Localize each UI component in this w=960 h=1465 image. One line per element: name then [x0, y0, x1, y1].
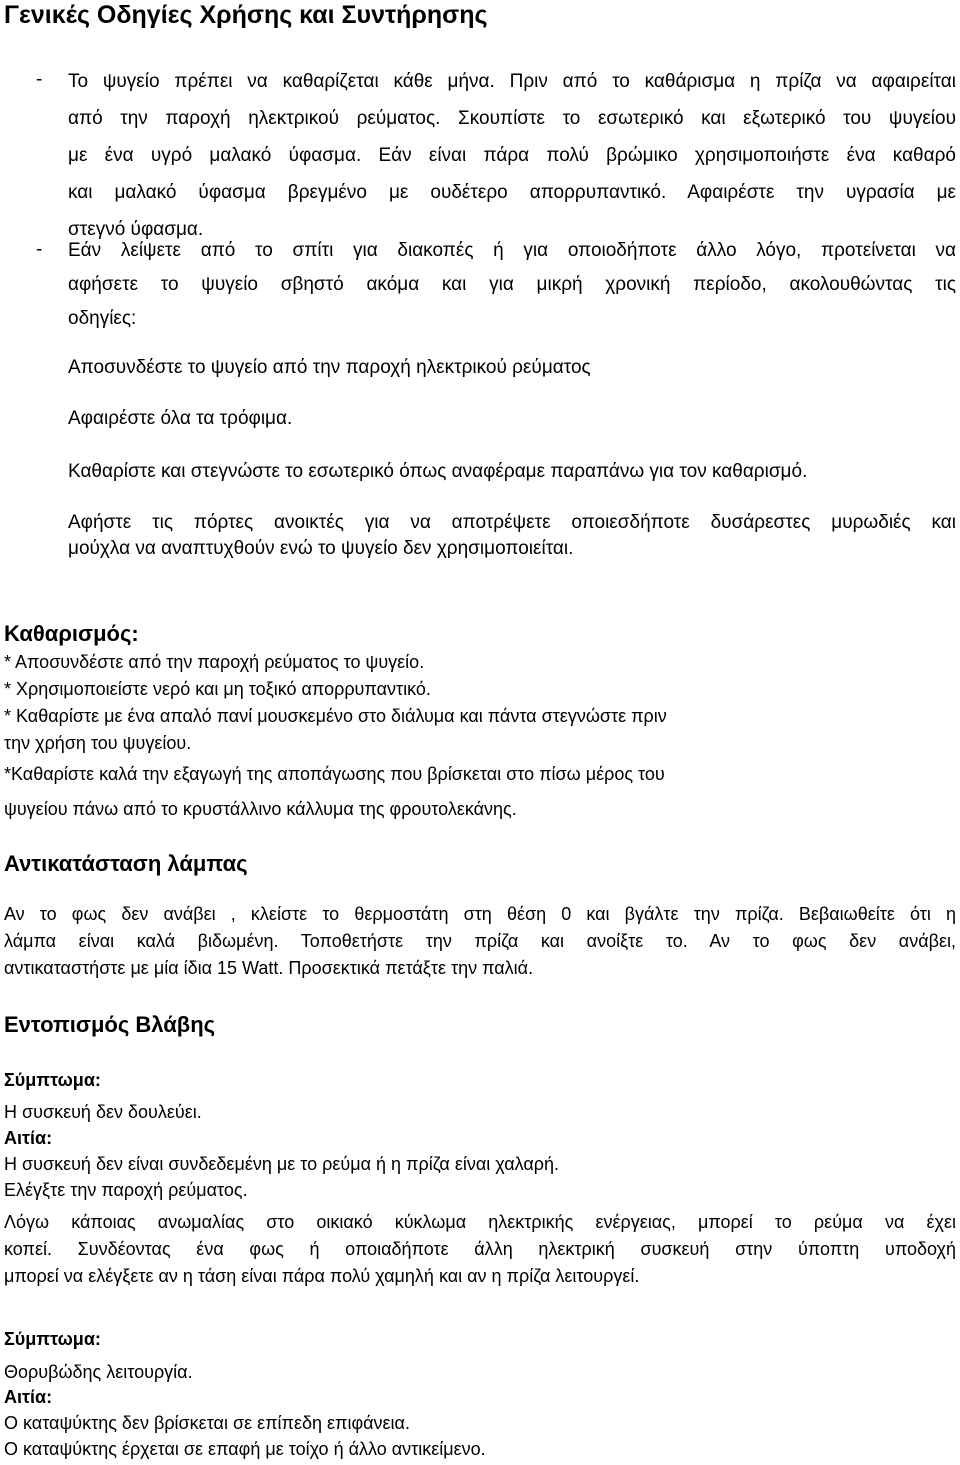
doors-line: Αφήστε τις πόρτες ανοικτές για να αποτρέψετε οποιεσδήποτε δυσάρεστες μυρωδιές και — [68, 512, 956, 533]
power-line: κοπεί. Συνδέοντας ένα φως ή οποιαδήποτε άλλη ηλεκτρική συσκευή στην ύποπτη υποδοχή — [4, 1239, 956, 1259]
lamp-line: Αν το φως δεν ανάβει , κλείστε το θερμοστάτη στη θέση 0 και βγάλτε την πρίζα. Βεβαιωθείτε ότι η — [4, 904, 956, 924]
cause-line: Ο καταψύκτης δεν βρίσκεται σε επίπεδη επιφάνεια. — [4, 1413, 410, 1433]
lamp-heading: Αντικατάσταση λάμπας — [4, 851, 248, 876]
bullet-line: Εάν λείψετε από το σπίτι για διακοπές ή για οποιοδήποτε άλλο λόγο, προτείνεται να — [68, 240, 956, 261]
cleaning-line: * Καθαρίστε με ένα απαλό πανί μουσκεμένο στο διάλυμα και πάντα στεγνώστε πριν — [4, 706, 667, 726]
bullet-line: με ένα υγρό μαλακό ύφασμα. Εάν είναι πάρα πολύ βρώμικο χρησιμοποιήστε ένα καθαρό — [68, 145, 956, 166]
bullet-dash: - — [36, 239, 43, 260]
doors-line: μούχλα να αναπτυχθούν ενώ το ψυγείο δεν χρησιμοποιείται. — [68, 538, 574, 559]
step-clean-dry: Καθαρίστε και στεγνώστε το εσωτερικό όπως αναφέραμε παραπάνω για τον καθαρισμό. — [68, 461, 808, 482]
fault-heading: Εντοπισμός Βλάβης — [4, 1012, 216, 1037]
cleaning-line: την χρήση του ψυγείου. — [4, 733, 192, 753]
symptom-label: Σύμπτωμα: — [4, 1070, 101, 1090]
symptom-label: Σύμπτωμα: — [4, 1329, 101, 1349]
doors-paragraph — [68, 510, 956, 562]
page-title: Γενικές Οδηγίες Χρήσης και Συντήρησης — [4, 1, 488, 29]
cleaning-line: * Χρησιμοποιείστε νερό και μη τοξικό απορρυπαντικό. — [4, 679, 431, 699]
bullet-line: στεγνό ύφασμα. — [68, 219, 204, 240]
cleaning-line: * Αποσυνδέστε από την παροχή ρεύματος το ψυγείο. — [4, 652, 425, 672]
cause-line: Ελέγξτε την παροχή ρεύματος. — [4, 1180, 248, 1200]
bullet-dash: - — [36, 69, 43, 90]
bullet-line: οδηγίες: — [68, 308, 137, 329]
power-line: Λόγω κάποιας ανωμαλίας στο οικιακό κύκλωμα ηλεκτρικής ενέργειας, μπορεί το ρεύμα να έχει — [4, 1212, 956, 1232]
cleaning-line: *Καθαρίστε καλά την εξαγωγή της αποπάγωσης που βρίσκεται στο πίσω μέρος του — [4, 764, 665, 784]
cause-line: Η συσκευή δεν είναι συνδεδεμένη με το ρεύμα ή η πρίζα είναι χαλαρή. — [4, 1154, 560, 1174]
lamp-line: λάμπα είναι καλά βιδωμένη. Τοποθετήστε την πρίζα και ανοίξτε το. Αν το φως δεν ανάβει, — [4, 931, 956, 951]
cause-line: Ο καταψύκτης έρχεται σε επαφή με τοίχο ή άλλο αντικείμενο. — [4, 1439, 486, 1459]
bullet-paragraph-holidays — [68, 234, 956, 336]
bullet-line: αφήσετε το ψυγείο σβηστό ακόμα και για μικρή χρονική περίοδο, ακολουθώντας τις — [68, 274, 956, 295]
bullet-line: και μαλακό ύφασμα βρεγμένο με ουδέτερο απορρυπαντικό. Αφαιρέστε την υγρασία με — [68, 182, 956, 203]
symptom-text: Η συσκευή δεν δουλεύει. — [4, 1102, 202, 1122]
step-unplug: Αποσυνδέστε το ψυγείο από την παροχή ηλεκτρικού ρεύματος — [68, 357, 591, 378]
bullet-paragraph-cleaning — [68, 63, 956, 248]
power-line: μπορεί να ελέγξετε αν η τάση είναι πάρα πολύ χαμηλή και αν η πρίζα λειτουργεί. — [4, 1266, 640, 1286]
symptom-text: Θορυβώδης λειτουργία. — [4, 1362, 193, 1382]
power-paragraph — [4, 1209, 956, 1290]
cause-label: Αιτία: — [4, 1387, 53, 1407]
bullet-line: Το ψυγείο πρέπει να καθαρίζεται κάθε μήνα. Πριν από το καθάρισμα η πρίζα να αφαιρείται — [68, 71, 956, 92]
cleaning-line: ψυγείου πάνω από το κρυστάλλινο κάλλυμα της φρουτολεκάνης. — [4, 799, 517, 819]
lamp-line: αντικαταστήστε με μία ίδια 15 Watt. Προσεκτικά πετάξτε την παλιά. — [4, 958, 534, 978]
bullet-line: από την παροχή ηλεκτρικού ρεύματος. Σκουπίστε το εσωτερικό και εξωτερικό του ψυγείου — [68, 108, 956, 129]
step-remove-food: Αφαιρέστε όλα τα τρόφιμα. — [68, 408, 293, 429]
cleaning-heading: Καθαρισμός: — [4, 621, 139, 646]
cause-label: Αιτία: — [4, 1128, 53, 1148]
lamp-paragraph — [4, 901, 956, 982]
